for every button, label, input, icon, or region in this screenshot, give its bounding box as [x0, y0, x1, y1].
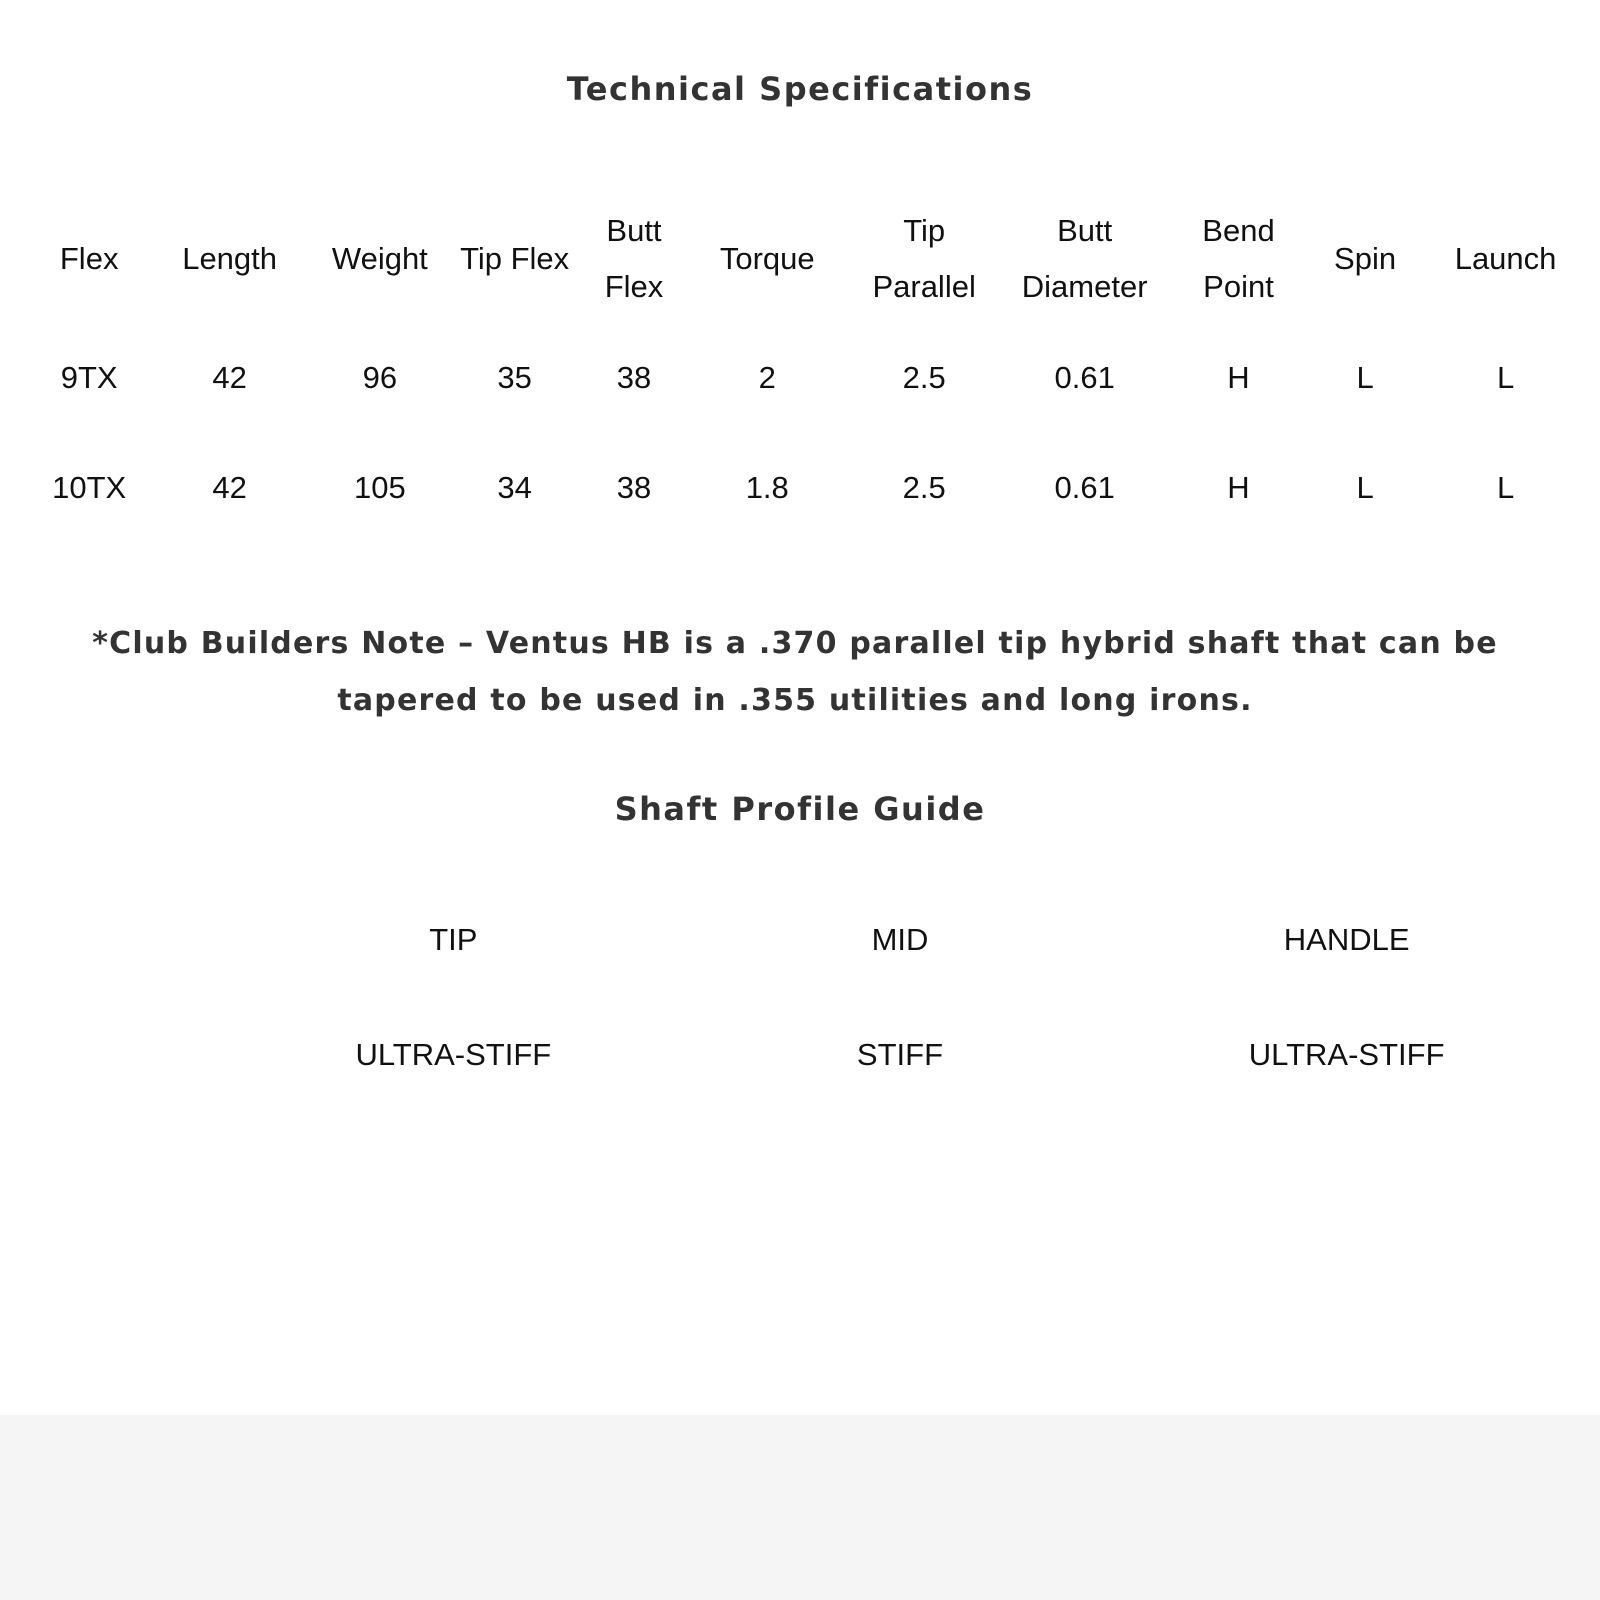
- profile-header-row: [230, 900, 1570, 980]
- spec-cell: 10TX: [52, 470, 127, 505]
- spec-cell: 42: [212, 360, 247, 395]
- spec-column-header: [1168, 195, 1309, 323]
- spec-row: [30, 323, 1590, 433]
- spec-cell: L: [1356, 470, 1374, 505]
- spec-column-header: [1001, 195, 1168, 323]
- profile-value-cell: STIFF: [856, 1037, 944, 1072]
- spec-row: [30, 433, 1590, 543]
- spec-column-header: [1309, 195, 1421, 323]
- spec-cell: 38: [616, 470, 652, 505]
- spec-column-header-line: Butt: [1057, 213, 1113, 248]
- spec-cell: H: [1227, 470, 1250, 505]
- spec-column-header-line: Torque: [719, 241, 815, 276]
- footer-band: [0, 1415, 1600, 1600]
- spec-column-header-line: Parallel: [872, 269, 976, 304]
- spec-column-header-line: Tip Flex: [460, 241, 570, 276]
- spec-cell: L: [1496, 470, 1515, 505]
- spec-cell: 34: [497, 470, 532, 505]
- spec-column-header-line: Tip: [903, 213, 946, 248]
- spec-cell: 9TX: [60, 360, 118, 395]
- spec-cell: 105: [353, 470, 406, 505]
- spec-cell: 1.8: [745, 470, 789, 505]
- technical-specifications-table: [30, 195, 1590, 543]
- spec-cell: 35: [497, 360, 532, 395]
- profile-value-row: [230, 980, 1570, 1130]
- spec-cell: 2.5: [902, 360, 946, 395]
- shaft-profile-table: [230, 900, 1570, 1130]
- technical-specifications-title: Technical Specifications: [566, 70, 1034, 108]
- profile-column-header: MID: [871, 922, 929, 957]
- spec-column-header: [1421, 195, 1590, 323]
- spec-column-header: [580, 195, 687, 323]
- spec-cell: L: [1356, 360, 1374, 395]
- spec-header-row: [30, 195, 1590, 323]
- spec-column-header: [688, 195, 847, 323]
- spec-cell: 0.61: [1054, 360, 1115, 395]
- spec-column-header: [449, 195, 581, 323]
- profile-value-cell: ULTRA-STIFF: [355, 1037, 552, 1072]
- spec-cell: 96: [362, 360, 398, 395]
- spec-body: [30, 323, 1590, 543]
- spec-column-header-line: Bend: [1202, 213, 1275, 248]
- spec-column-header: [30, 195, 148, 323]
- profile-column-header: HANDLE: [1283, 922, 1410, 957]
- spec-column-header-line: Diameter: [1021, 269, 1148, 304]
- spec-column-header: [148, 195, 311, 323]
- spec-column-header-line: Launch: [1454, 241, 1557, 276]
- spec-cell: 38: [616, 360, 652, 395]
- spec-column-header-line: Butt: [606, 213, 662, 248]
- spec-cell: H: [1227, 360, 1250, 395]
- shaft-profile-guide-title: Shaft Profile Guide: [614, 790, 986, 828]
- spec-column-header-line: Weight: [331, 241, 428, 276]
- club-builders-note: *Club Builders Note – Ventus HB is a .370 parallel tip hybrid shaft that can be tapered to be used in .355 utilities and long irons.: [92, 626, 1498, 718]
- spec-column-header: [311, 195, 449, 323]
- profile-value-cell: ULTRA-STIFF: [1248, 1037, 1445, 1072]
- spec-column-header-line: Flex: [604, 269, 664, 304]
- spec-column-header-line: Length: [182, 241, 278, 276]
- spec-cell: L: [1496, 360, 1515, 395]
- spec-column-header-line: Flex: [59, 241, 119, 276]
- spec-column-header-line: Spin: [1334, 241, 1397, 276]
- spec-cell: 0.61: [1054, 470, 1115, 505]
- spec-column-header-line: Point: [1203, 269, 1274, 304]
- spec-cell: 2.5: [902, 470, 946, 505]
- profile-column-header: TIP: [429, 922, 478, 957]
- spec-cell: 2: [758, 360, 776, 395]
- spec-column-header: [847, 195, 1001, 323]
- spec-cell: 42: [212, 470, 247, 505]
